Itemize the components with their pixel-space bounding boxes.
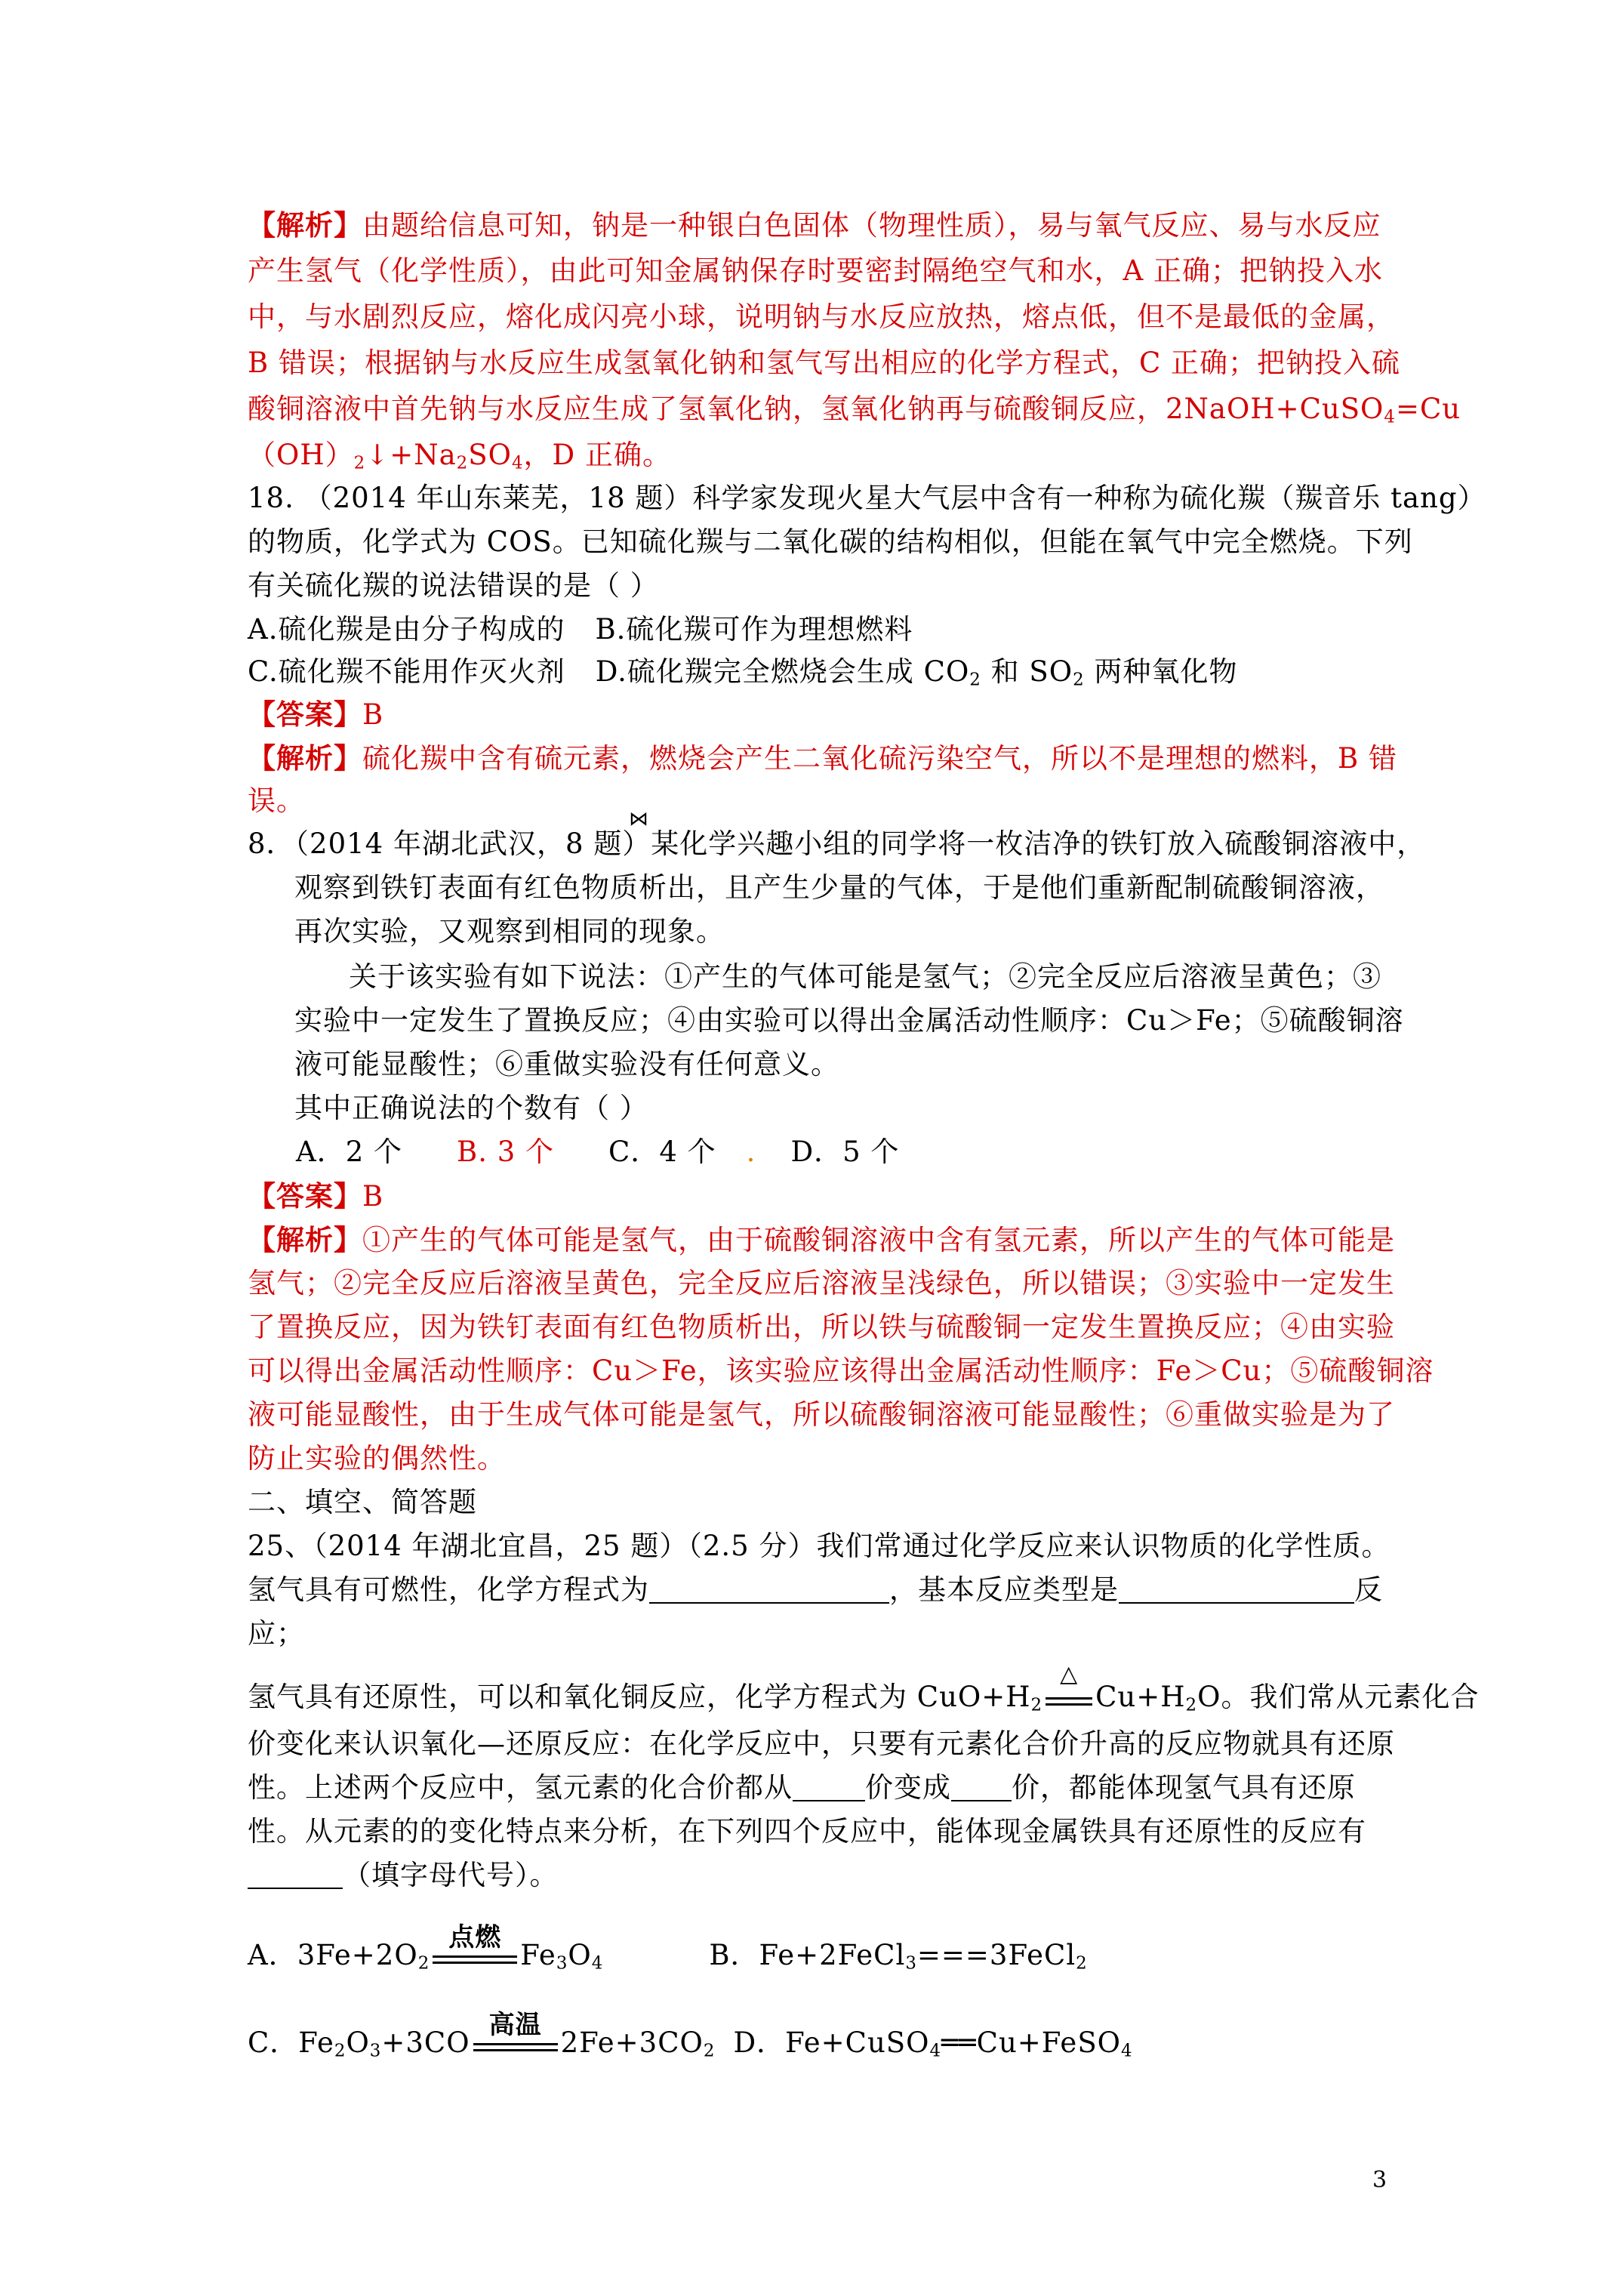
q8-analysis-4: 可以得出金属活动性顺序：Cu＞Fe，该实验应该得出金属活动性顺序：Fe＞Cu；⑤硫酸铜溶 (248, 1354, 1434, 1387)
q8-option-c: C．4 个 (608, 1136, 716, 1168)
ignite-equals-sign (430, 1922, 520, 1975)
prev-analysis-line-2: 产生氢气（化学性质），由此可知金属钠保存时要密封隔绝空气和水，A 正确；把钠投入水 (248, 254, 1383, 287)
q18-answer (248, 693, 383, 736)
q18-options-ab (248, 609, 913, 651)
prev-analysis-line-6: $(OH)_2↓+Na_2SO_4$，D 正确。 (248, 439, 671, 473)
q8-analysis-5: 液可能显酸性，由于生成气体可能是氢气，所以硫酸铜溶液可能显酸性；⑥重做实验是为了 (248, 1398, 1395, 1431)
q18-stem-1: 18. （2014 年山东莱芜，18 题）科学家发现火星大气层中含有一种称为硫化羰（羰音乐 tang） (248, 482, 1486, 514)
q8-option-d: D．5 个 (790, 1136, 900, 1168)
section-title: 二、填空、简答题 (248, 1486, 477, 1518)
fill-blank[interactable] (793, 1773, 865, 1801)
q8-answer (248, 1175, 383, 1218)
q8-claims-3: 液可能显酸性；⑥重做实验没有任何意义。 (294, 1048, 839, 1080)
analysis-tag: 【解析】 (248, 741, 362, 775)
q18-option-c: C.硫化羰不能用作灭火剂 (248, 655, 565, 688)
q8-stem-2: 观察到铁钉表面有红色物质析出，且产生少量的气体，于是他们重新配制硫酸铜溶液， (294, 871, 1384, 904)
q18-options-cd (248, 651, 1237, 693)
q8-option-b: B. 3 个 (457, 1136, 555, 1168)
prev-analysis-line-3: 中，与水剧烈反应，熔化成闪亮小球，说明钠与水反应放热，熔点低，但不是最低的金属， (248, 300, 1395, 333)
stray-dot: . (746, 1136, 756, 1168)
q18-analysis-1 (248, 737, 1397, 780)
fill-blank[interactable] (248, 1860, 343, 1889)
q18-option-d: D.硫化羰完全燃烧会生成 $CO_2$ 和 $SO_2$ 两种氧化物 (595, 655, 1238, 690)
condition-label: 高温 (488, 2010, 542, 2040)
q8-stem-1: 8．（2014 年湖北武汉，8 题）某化学兴趣小组的同学将一枚洁净的铁钉放入硫酸铜溶液中， (248, 827, 1426, 860)
q18-stem-2: 的物质，化学式为 COS。已知硫化羰与二氧化碳的结构相似，但能在氧气中完全燃烧。下列 (248, 525, 1413, 558)
heat-triangle-icon: △ (1060, 1661, 1079, 1687)
q8-stem-3: 再次实验，又观察到相同的现象。 (294, 915, 725, 948)
analysis-text: 硫化羰中含有硫元素，燃烧会产生二氧化硫污染空气，所以不是理想的燃料，B 错 (362, 742, 1397, 775)
q25-text: ，基本反应类型是 (889, 1573, 1119, 1606)
q18-option-b: B.硫化羰可作为理想燃料 (595, 613, 913, 646)
q8-claims-1: 关于该实验有如下说法：①产生的气体可能是氢气；②完全反应后溶液呈黄色；③ (349, 960, 1381, 993)
q25-text: 价变成 (865, 1771, 951, 1804)
high-temp-equals-sign (470, 2010, 561, 2063)
q25-options-cd: C．$Fe_2O_3+3CO$ 高温 $2Fe+3CO_2$ D．Fe+CuSO$_4$══Cu+FeSO$_4$ (248, 2020, 1133, 2064)
q25-text: 反 (1354, 1573, 1383, 1606)
q25-text: 价，都能体现氢气具有还原 (1012, 1771, 1356, 1804)
prev-analysis-line-4: B 错误；根据钠与水反应生成氢氧化钠和氢气写出相应的化学方程式，C 正确；把钠投入硫 (248, 347, 1401, 379)
q8-question: 其中正确说法的个数有（ ） (294, 1092, 648, 1124)
analysis-tag: 【解析】 (248, 208, 362, 242)
fill-blank[interactable] (1119, 1575, 1354, 1604)
q8-options (296, 1131, 899, 1173)
prev-analysis-line-1: 【解析】由题给信息可知，钠是一种银白色固体（物理性质），易与氧气反应、易与水反应 (248, 208, 1381, 242)
q25-line-2: 应； (248, 1617, 305, 1650)
q8-analysis-6: 防止实验的偶然性。 (248, 1442, 506, 1475)
q25-text: （填字母代号）。 (343, 1859, 559, 1891)
q8-claims-2: 实验中一定发生了置换反应；④由实验可以得出金属活动性顺序：Cu＞Fe；⑤硫酸铜溶 (294, 1004, 1404, 1037)
q25-line-5 (248, 1767, 1356, 1809)
analysis-text: ①产生的气体可能是氢气，由于硫酸铜溶液中含有氢元素，所以产生的气体可能是 (362, 1224, 1395, 1256)
q25-line-7 (248, 1854, 559, 1897)
q8-analysis-1 (248, 1219, 1395, 1262)
fill-blank[interactable] (951, 1773, 1012, 1801)
answer-value: B (362, 698, 384, 731)
answer-value: B (362, 1180, 384, 1213)
q18-stem-3: 有关硫化羰的说法错误的是（ ） (248, 569, 659, 602)
q25-line-3: 氢气具有还原性，可以和氧化铜反应，化学方程式为 $CuO+H_2$ △ $Cu+H_2O$。我们常从元素化合 (248, 1675, 1479, 1718)
q25-text: 氢气具有可燃性，化学方程式为 (248, 1573, 649, 1606)
q8-option-a: A．2 个 (296, 1136, 403, 1168)
answer-tag: 【答案】 (248, 1179, 362, 1213)
q8-analysis-3: 了置换反应，因为铁钉表面有红色物质析出，所以铁与硫酸铜一定发生置换反应；④由实验 (248, 1311, 1395, 1343)
bowtie-mark: ⋈ (629, 808, 648, 831)
q25-line-6: 性。从元素的的变化特点来分析，在下列四个反应中，能体现金属铁具有还原性的反应有 (248, 1815, 1366, 1848)
heat-equals-sign (1042, 1661, 1095, 1717)
fill-blank[interactable] (649, 1575, 889, 1604)
q18-analysis-2: 误。 (248, 784, 305, 817)
q25-text: 性。上述两个反应中，氢元素的化合价都从 (248, 1771, 793, 1804)
page-number: 3 (1372, 2167, 1387, 2193)
q25-line-1 (248, 1569, 1383, 1611)
q25-stem: 25、（2014 年湖北宜昌，25 题）（2.5 分）我们常通过化学反应来认识物质的化学性质。 (248, 1530, 1390, 1562)
answer-tag: 【答案】 (248, 698, 362, 731)
analysis-tag: 【解析】 (248, 1223, 362, 1256)
q18-option-a: A.硫化羰是由分子构成的 (248, 613, 565, 646)
q25-options-ab: A．$3Fe+2O_2$ 点燃 $Fe_3O_4$ B．Fe+2FeCl$_3$===3FeCl$_2$ (248, 1933, 1088, 1977)
q25-line-4: 价变化来认识氧化—还原反应：在化学反应中，只要有元素化合价升高的反应物就具有还原 (248, 1727, 1395, 1760)
q8-analysis-2: 氢气；②完全反应后溶液呈黄色，完全反应后溶液呈浅绿色，所以错误；③实验中一定发生 (248, 1267, 1395, 1299)
condition-label: 点燃 (448, 1922, 502, 1952)
prev-analysis-line-5: 酸铜溶液中首先钠与水反应生成了氢氧化钠，氢氧化钠再与硫酸铜反应，2NaOH+CuSO$_4$=Cu (248, 393, 1461, 427)
